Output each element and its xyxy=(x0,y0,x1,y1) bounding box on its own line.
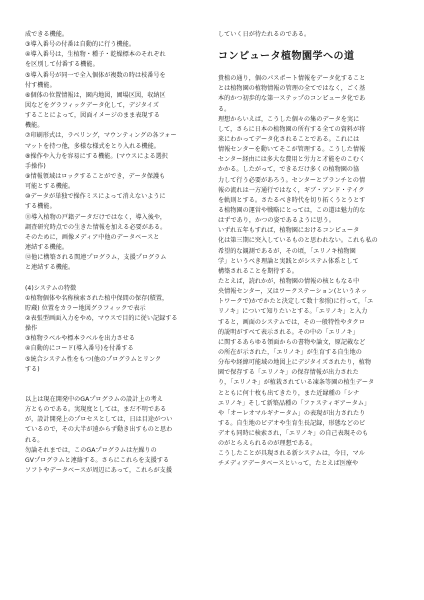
text-line: する) xyxy=(25,365,40,373)
section-title-system-features: (4)システムの特徴 xyxy=(25,284,77,292)
text-line: ⑪導入植物の戸籍データだけではなく，導入後や， xyxy=(25,213,167,221)
text-line: 機能。 xyxy=(25,122,44,130)
text-line: することによって，図面イメージのまま表現する xyxy=(25,112,160,120)
text-line: ⑥個体の位置情報は，園内地図，圃場区図，収納区 xyxy=(25,91,166,99)
text-line: デオも同時に検索され，「エリノキ」の自己表現そのも xyxy=(218,430,369,438)
text-line: 付す機能。 xyxy=(25,81,56,89)
text-line: り，「エリノキ」が植栽されている凍条等園の植生データ xyxy=(218,379,375,387)
text-line: していく日が待たれるのである。 xyxy=(218,31,311,38)
spacer xyxy=(25,375,203,385)
section-heading: コンピュータ植物園学への道 xyxy=(218,51,355,63)
spacer xyxy=(25,273,203,283)
text-line: マットを持つ他，多様な様式をとり入れる機能。 xyxy=(25,142,160,150)
text-line: はずであり，かつの姿であるように思う。 xyxy=(218,217,335,225)
text-line: リノキ」について知りたいとする。「エリノキ」と入力 xyxy=(218,308,368,316)
text-line: して，さらに日本の植物園の所有する全ての資料が将 xyxy=(218,125,366,133)
text-line: 貴植の通り，個のパスポート情報をデータ化すること xyxy=(218,75,366,83)
text-line: や「オーレオマルギナータム」の表現が出力されたり xyxy=(218,409,366,417)
text-line: チメディアデータベースといって，たとえば医療や xyxy=(218,460,359,468)
text-line: ているので，その大半が遠からず動き出すものと思わ xyxy=(25,426,173,434)
text-line: 化は第三期に突入しているものと思われない。これも私の xyxy=(218,237,378,245)
text-line: する機能。 xyxy=(25,203,56,211)
text-line: れる。 xyxy=(25,436,44,444)
text-line: 手操作) xyxy=(25,162,46,170)
text-line: 央情報センター，又はワークステーション(というネッ xyxy=(218,288,367,296)
text-line: ③導入番号の付番は自動的に行う機能。 xyxy=(25,41,135,49)
text-line: ⑧操作や入力を容易にする機能。(マウスによる選択 xyxy=(25,152,168,160)
text-line: GVプログラムと連絡する。さらにこれらを支援する xyxy=(25,456,170,464)
text-line: と連結する機能。 xyxy=(25,264,75,272)
text-line: ②表張型画面入力をやめ，マウスで目的に従い記録する xyxy=(25,314,178,322)
text-line: ④導入番号は，生植物・種子・乾燥標本のそれぞれ xyxy=(25,51,166,59)
text-line: センター経由には多大な費用と労力と才能をのこむく xyxy=(218,156,366,164)
text-line: 以上は現在開発中のGAプログラムの設計上の考え xyxy=(25,396,163,404)
text-line: とは植物園の植物情報の管理の全てではなく，ごく基 xyxy=(218,85,366,93)
text-line: 園で保存する「エリノキ」の保存情報が出力された xyxy=(218,369,359,377)
text-line: たとえば，読れかが，植物園の情報の核ともなる中 xyxy=(218,277,360,285)
text-line: 的説明がすべて表示される。その中の「エリノキ」 xyxy=(218,328,359,336)
text-line: が，設計開発上のプロセスとしては，日は目途がつい xyxy=(25,416,173,424)
text-line: ⑨情報領域はロックすることができ，データ保護も xyxy=(25,172,166,180)
text-line: 情報センターを動いてそこが管理する。こうした情報 xyxy=(218,146,366,154)
text-line: 力して行う必要があろう。センターとブランチとの情 xyxy=(218,176,366,184)
text-line: を軌則とする。さたるべき時代を切り拓くうとうとす xyxy=(218,196,366,204)
text-line: 来にわかってデータ化されることである。これには xyxy=(218,135,360,143)
feature-list xyxy=(25,294,203,375)
text-line: る植物園の運営や戦略にとっては，この道は魅力的な xyxy=(218,206,366,214)
text-line: そのために，画像メディア中他のデータベースと xyxy=(25,233,160,241)
text-line: 理想からいえば，こうした個々の集のデータを実に xyxy=(218,115,360,123)
text-line: 図などをグラフィックデータ化して，デジタイズ xyxy=(25,101,160,109)
text-line: こうしたことが具現される新システムは，今日，マル xyxy=(218,450,365,458)
text-line: 分布や経緯可能域の地図上にデジタイズされたり，植物 xyxy=(218,359,372,367)
text-line: ⑦印刷形式は，ラベリング，マウンティングの各フォー xyxy=(25,132,177,140)
right-column xyxy=(218,30,400,470)
text-line: ⑤導入番号が同一で全入個体が複数の時は枝番号を xyxy=(25,71,166,79)
text-line: のがとらえられるのが理想である。 xyxy=(218,440,317,448)
text-line: ⑫他に構築される関連プログラム，支援プログラム xyxy=(25,254,167,262)
text-line: ④自動的にコード(導入番号)を付番する xyxy=(25,345,134,353)
text-line: 可能とする機能。 xyxy=(25,183,75,191)
text-line: 調査研究時点での生きた情報を加える必要がある。 xyxy=(25,223,167,231)
text-line: 学」というべき理論と実践とがシステム体系として xyxy=(218,257,359,265)
text-line: 勿論それまでは，このGAプログラムは左繰りの xyxy=(25,446,157,454)
text-line: かかる。したがって，できるだけ多くの植物園の協 xyxy=(218,166,360,174)
text-line: ソフトやデータベースが周辺にあって，これらが支援 xyxy=(25,467,172,475)
text-line: 希望的な観測であるが，その頃，「エリノキ植物園 xyxy=(218,247,356,255)
text-line: トワークで)かでかたと決定して数十参照)に行って，「エ xyxy=(218,298,374,306)
text-line: 構築されることを期待する。 xyxy=(218,267,298,275)
text-line: 操作 xyxy=(25,325,38,333)
text-line: の所在が示された，「エリノキ」が生育する自生地の xyxy=(218,348,362,356)
text-line: ③植物ラベルや標本ラベルを出力させる xyxy=(25,335,135,343)
text-line: すると，画面のシステムでは，その一般特性やタクロ xyxy=(218,318,365,326)
text-line: 成できる機能。 xyxy=(25,31,69,38)
text-line: に関するあらゆる領面からの書物や論文，原記載など xyxy=(218,338,366,346)
spacer xyxy=(25,385,203,395)
text-line: 本的かつ初歩的な第一ステップのコンピュータ化であ xyxy=(218,95,366,103)
text-line: ⑩データが単独で操作ミスによって消えないように xyxy=(25,193,166,201)
right-top-paragraph xyxy=(218,30,400,40)
text-line: エリノキ」そして新築品種の「ファスティギアータム」 xyxy=(218,399,371,407)
text-line: 方とものである。実現度としては，まだ不明である xyxy=(25,406,167,414)
text-line: 貯蔵) 位置をカラー地図グラフィックで表示 xyxy=(25,304,146,312)
text-line: ⑤統合システム性をもつ(他のプログラムとリンク xyxy=(25,355,162,363)
left-top-list xyxy=(25,30,203,273)
text-line: 連結する機能。 xyxy=(25,243,69,251)
text-line: ①植物個体や名称検索された植中保間の保存(積置， xyxy=(25,294,169,302)
text-line: る。 xyxy=(218,105,231,113)
text-line: を区別して付番する機能。 xyxy=(25,61,99,69)
left-column xyxy=(25,30,203,476)
text-line: とともに何十枚も出てきたり，また近縁種の「シナ xyxy=(218,389,360,397)
left-bottom-paragraph xyxy=(25,395,203,476)
right-body-paragraph xyxy=(218,74,400,469)
text-line: する。自生地のビデオや生育生長記録，形態などのビ xyxy=(218,419,366,427)
text-line: いずれ五年もすれば，植物園におけるコンピュータ xyxy=(218,227,360,235)
text-line: 報の流れは一方通行ではなく，ギブ・アンド・テイク xyxy=(218,186,365,194)
